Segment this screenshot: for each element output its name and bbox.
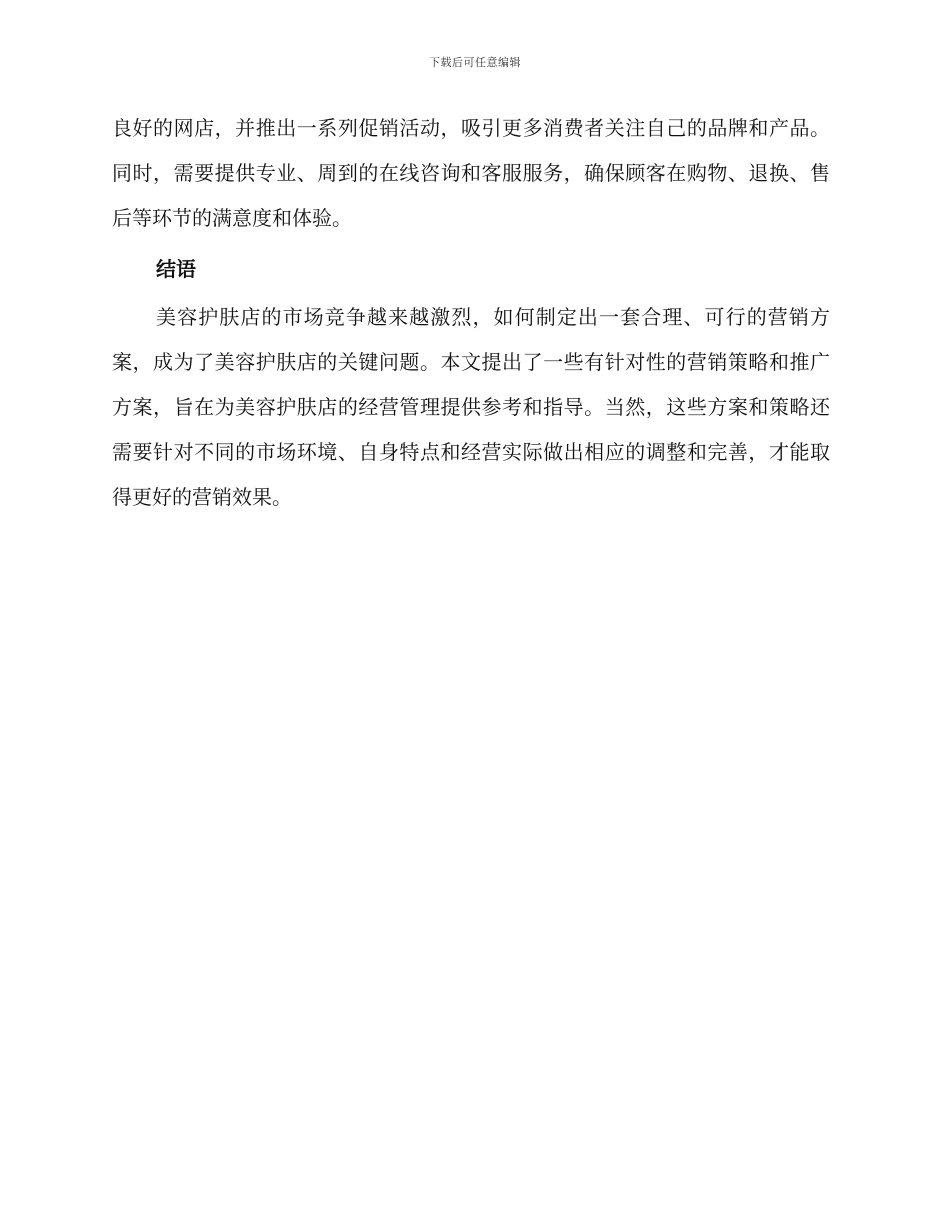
document-body	[112, 106, 830, 520]
page-header: 下载后可任意编辑	[429, 56, 521, 69]
section-heading-conclusion: 结语	[156, 257, 196, 281]
paragraph-continued: 良好的网店，并推出一系列促销活动，吸引更多消费者关注自己的品牌和产品。同时，需要提供专业、周到的在线咨询和客服服务，确保顾客在购物、退换、售后等环节的满意度和体验。	[112, 116, 830, 230]
paragraph-conclusion: 美容护肤店的市场竞争越来越激烈，如何制定出一套合理、可行的营销方案，成为了美容护肤店的关键问题。本文提出了一些有针对性的营销策略和推广方案，旨在为美容护肤店的经营管理提供参考和指导。当然，这些方案和策略还需要针对不同的市场环境、自身特点和经营实际做出相应的调整和完善，才能取得更好的营销效果。	[112, 305, 830, 509]
